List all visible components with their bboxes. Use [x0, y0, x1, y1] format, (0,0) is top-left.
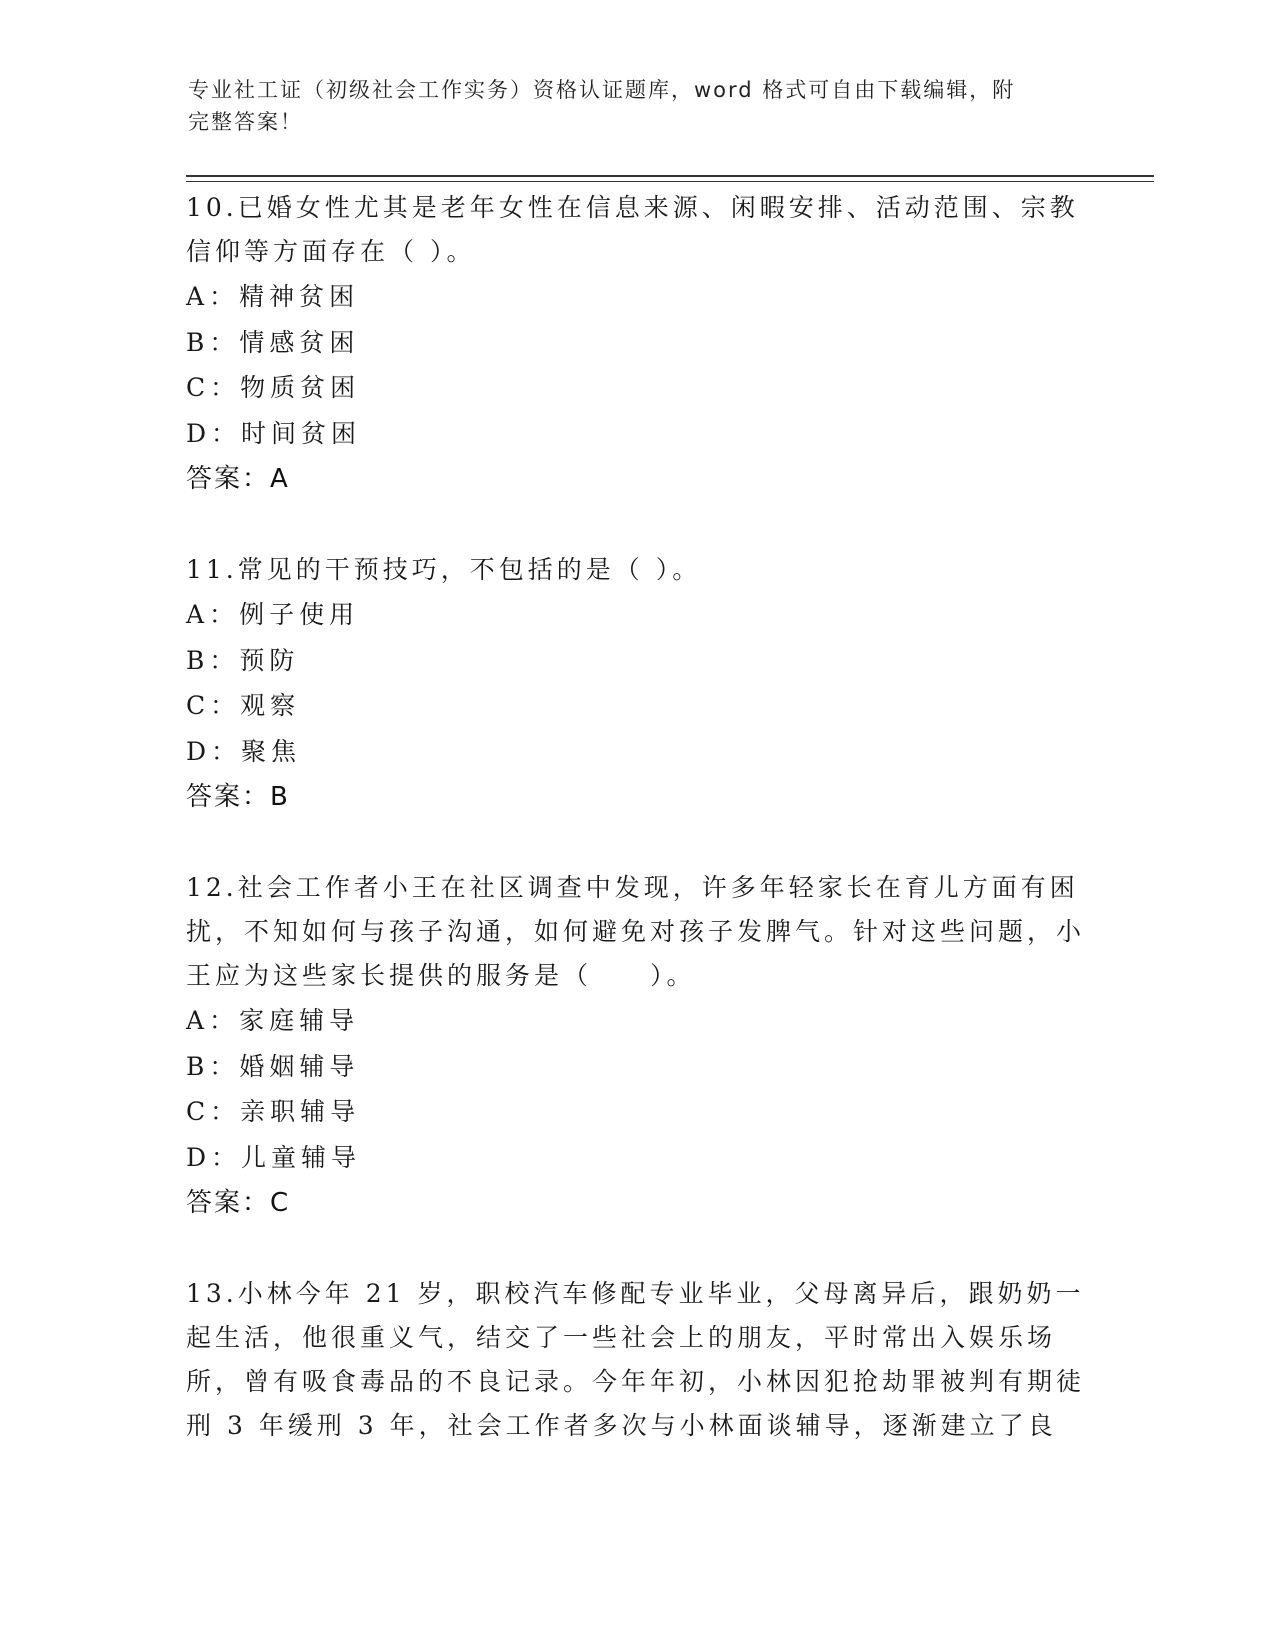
- option-letter: A：: [186, 1006, 240, 1035]
- answer: 答案：B: [186, 782, 290, 812]
- question-10: [186, 186, 1086, 502]
- header-line-2: 完整答案！: [188, 110, 303, 134]
- answer: 答案：C: [186, 1188, 291, 1218]
- question-number: 11.: [186, 555, 238, 584]
- question-text: [186, 548, 1086, 592]
- header-line-1: 专业社工证（初级社会工作实务）资格认证题库，word 格式可自由下载编辑，附: [188, 78, 1016, 102]
- option-text: 家庭辅导: [239, 1006, 360, 1035]
- question-11: [186, 548, 1086, 820]
- option-text: 预防: [239, 645, 300, 675]
- question-text: [186, 186, 1086, 274]
- option-letter: C：: [186, 691, 241, 720]
- question-number: 10.: [186, 193, 238, 222]
- header-rule: [186, 175, 1154, 177]
- option-letter: C：: [186, 1097, 241, 1126]
- option-text: 婚姻辅导: [239, 1051, 360, 1081]
- option-text: 亲职辅导: [240, 1097, 361, 1126]
- option-letter: A：: [186, 600, 240, 629]
- option-text: 情感贫困: [239, 327, 360, 357]
- option-c: [186, 683, 1086, 729]
- option-text: 观察: [240, 691, 301, 720]
- option-letter: D：: [186, 418, 242, 448]
- option-text: 聚焦: [241, 736, 302, 766]
- question-text: [186, 1272, 1086, 1448]
- question-body: 常见的干预技巧，不包括的是（ ）。: [237, 555, 702, 584]
- question-list: [186, 186, 1086, 1494]
- header-rule-thin: [186, 181, 1154, 182]
- option-letter: B：: [186, 1051, 240, 1081]
- option-letter: A：: [186, 282, 240, 311]
- question-number: 13.: [186, 1279, 238, 1308]
- question-number: 12.: [186, 873, 238, 902]
- question-body: 已婚女性尤其是老年女性在信息来源、闲暇安排、活动范围、宗教信仰等方面存在（ ）。: [186, 193, 1079, 266]
- option-a: [186, 998, 1086, 1044]
- option-a: [186, 592, 1086, 638]
- option-letter: C：: [186, 373, 241, 402]
- question-13: [186, 1272, 1086, 1448]
- option-letter: D：: [186, 1142, 242, 1172]
- option-text: 精神贫困: [239, 282, 360, 311]
- question-body: 社会工作者小王在社区调查中发现，许多年轻家长在育儿方面有困扰，不知如何与孩子沟通，如何避免对孩子发脾气。针对这些问题，小王应为这些家长提供的服务是（ ）。: [186, 873, 1086, 990]
- question-12: [186, 866, 1086, 1226]
- option-b: [186, 638, 1086, 684]
- option-letter: D：: [186, 736, 242, 766]
- option-text: 例子使用: [239, 600, 360, 629]
- question-body: 小林今年 21 岁，职校汽车修配专业毕业，父母离异后，跟奶奶一起生活，他很重义气，结交了一些社会上的朋友，平时常出入娱乐场所，曾有吸食毒品的不良记录。今年年初，小林因犯抢劫罪被判有期徒刑 3 年缓刑 3 年，社会工作者多次与小林面谈辅导，逐渐建立了良: [186, 1279, 1086, 1440]
- option-text: 物质贫困: [240, 373, 361, 402]
- option-d: [186, 1135, 1086, 1181]
- option-b: [186, 1044, 1086, 1090]
- option-d: [186, 729, 1086, 775]
- option-letter: B：: [186, 327, 240, 357]
- question-text: [186, 866, 1086, 998]
- option-c: [186, 1089, 1086, 1135]
- option-text: 时间贫困: [241, 418, 362, 448]
- option-c: [186, 365, 1086, 411]
- option-d: [186, 411, 1086, 457]
- answer: 答案：A: [186, 464, 290, 494]
- page-header: [188, 74, 1068, 138]
- option-letter: B：: [186, 645, 240, 675]
- option-text: 儿童辅导: [241, 1142, 362, 1172]
- option-a: [186, 274, 1086, 320]
- option-b: [186, 320, 1086, 366]
